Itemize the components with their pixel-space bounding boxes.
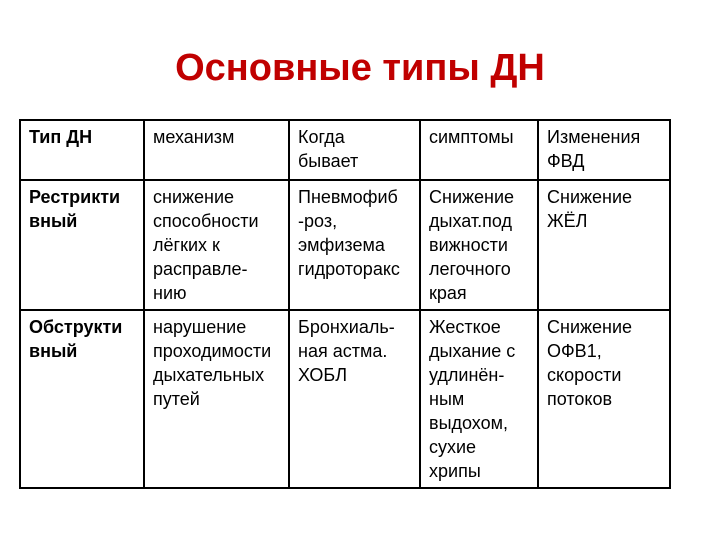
header-mechanism: механизм	[144, 120, 289, 180]
row-fvd-cell: Снижение ЖЁЛ	[538, 180, 670, 310]
header-fvd: Изменения ФВД	[538, 120, 670, 180]
header-when: Когда бывает	[289, 120, 420, 180]
table-row	[20, 180, 670, 310]
row-type-cell: Обструкти вный	[20, 310, 144, 488]
row-mechanism-cell: снижение способности лёгких к расправле- нию	[144, 180, 289, 310]
row-symptoms-cell: Жесткое дыхание с удлинён- ным выдохом, сухие хрипы	[420, 310, 538, 488]
row-mechanism-cell: нарушение проходимости дыхательных путей	[144, 310, 289, 488]
row-symptoms-cell: Снижение дыхат.под вижности легочного края	[420, 180, 538, 310]
table-row	[20, 310, 670, 488]
row-type-cell: Рестрикти вный	[20, 180, 144, 310]
slide-title: Основные типы ДН	[175, 47, 545, 89]
header-symptoms: симптомы	[420, 120, 538, 180]
row-fvd-cell: Снижение ОФВ1, скорости потоков	[538, 310, 670, 488]
header-type: Тип ДН	[20, 120, 144, 180]
row-when-cell: Пневмофиб -роз, эмфизема гидроторакс	[289, 180, 420, 310]
row-when-cell: Бронхиаль- ная астма. ХОБЛ	[289, 310, 420, 488]
dn-types-table	[19, 119, 671, 489]
table-header-row	[20, 120, 670, 180]
